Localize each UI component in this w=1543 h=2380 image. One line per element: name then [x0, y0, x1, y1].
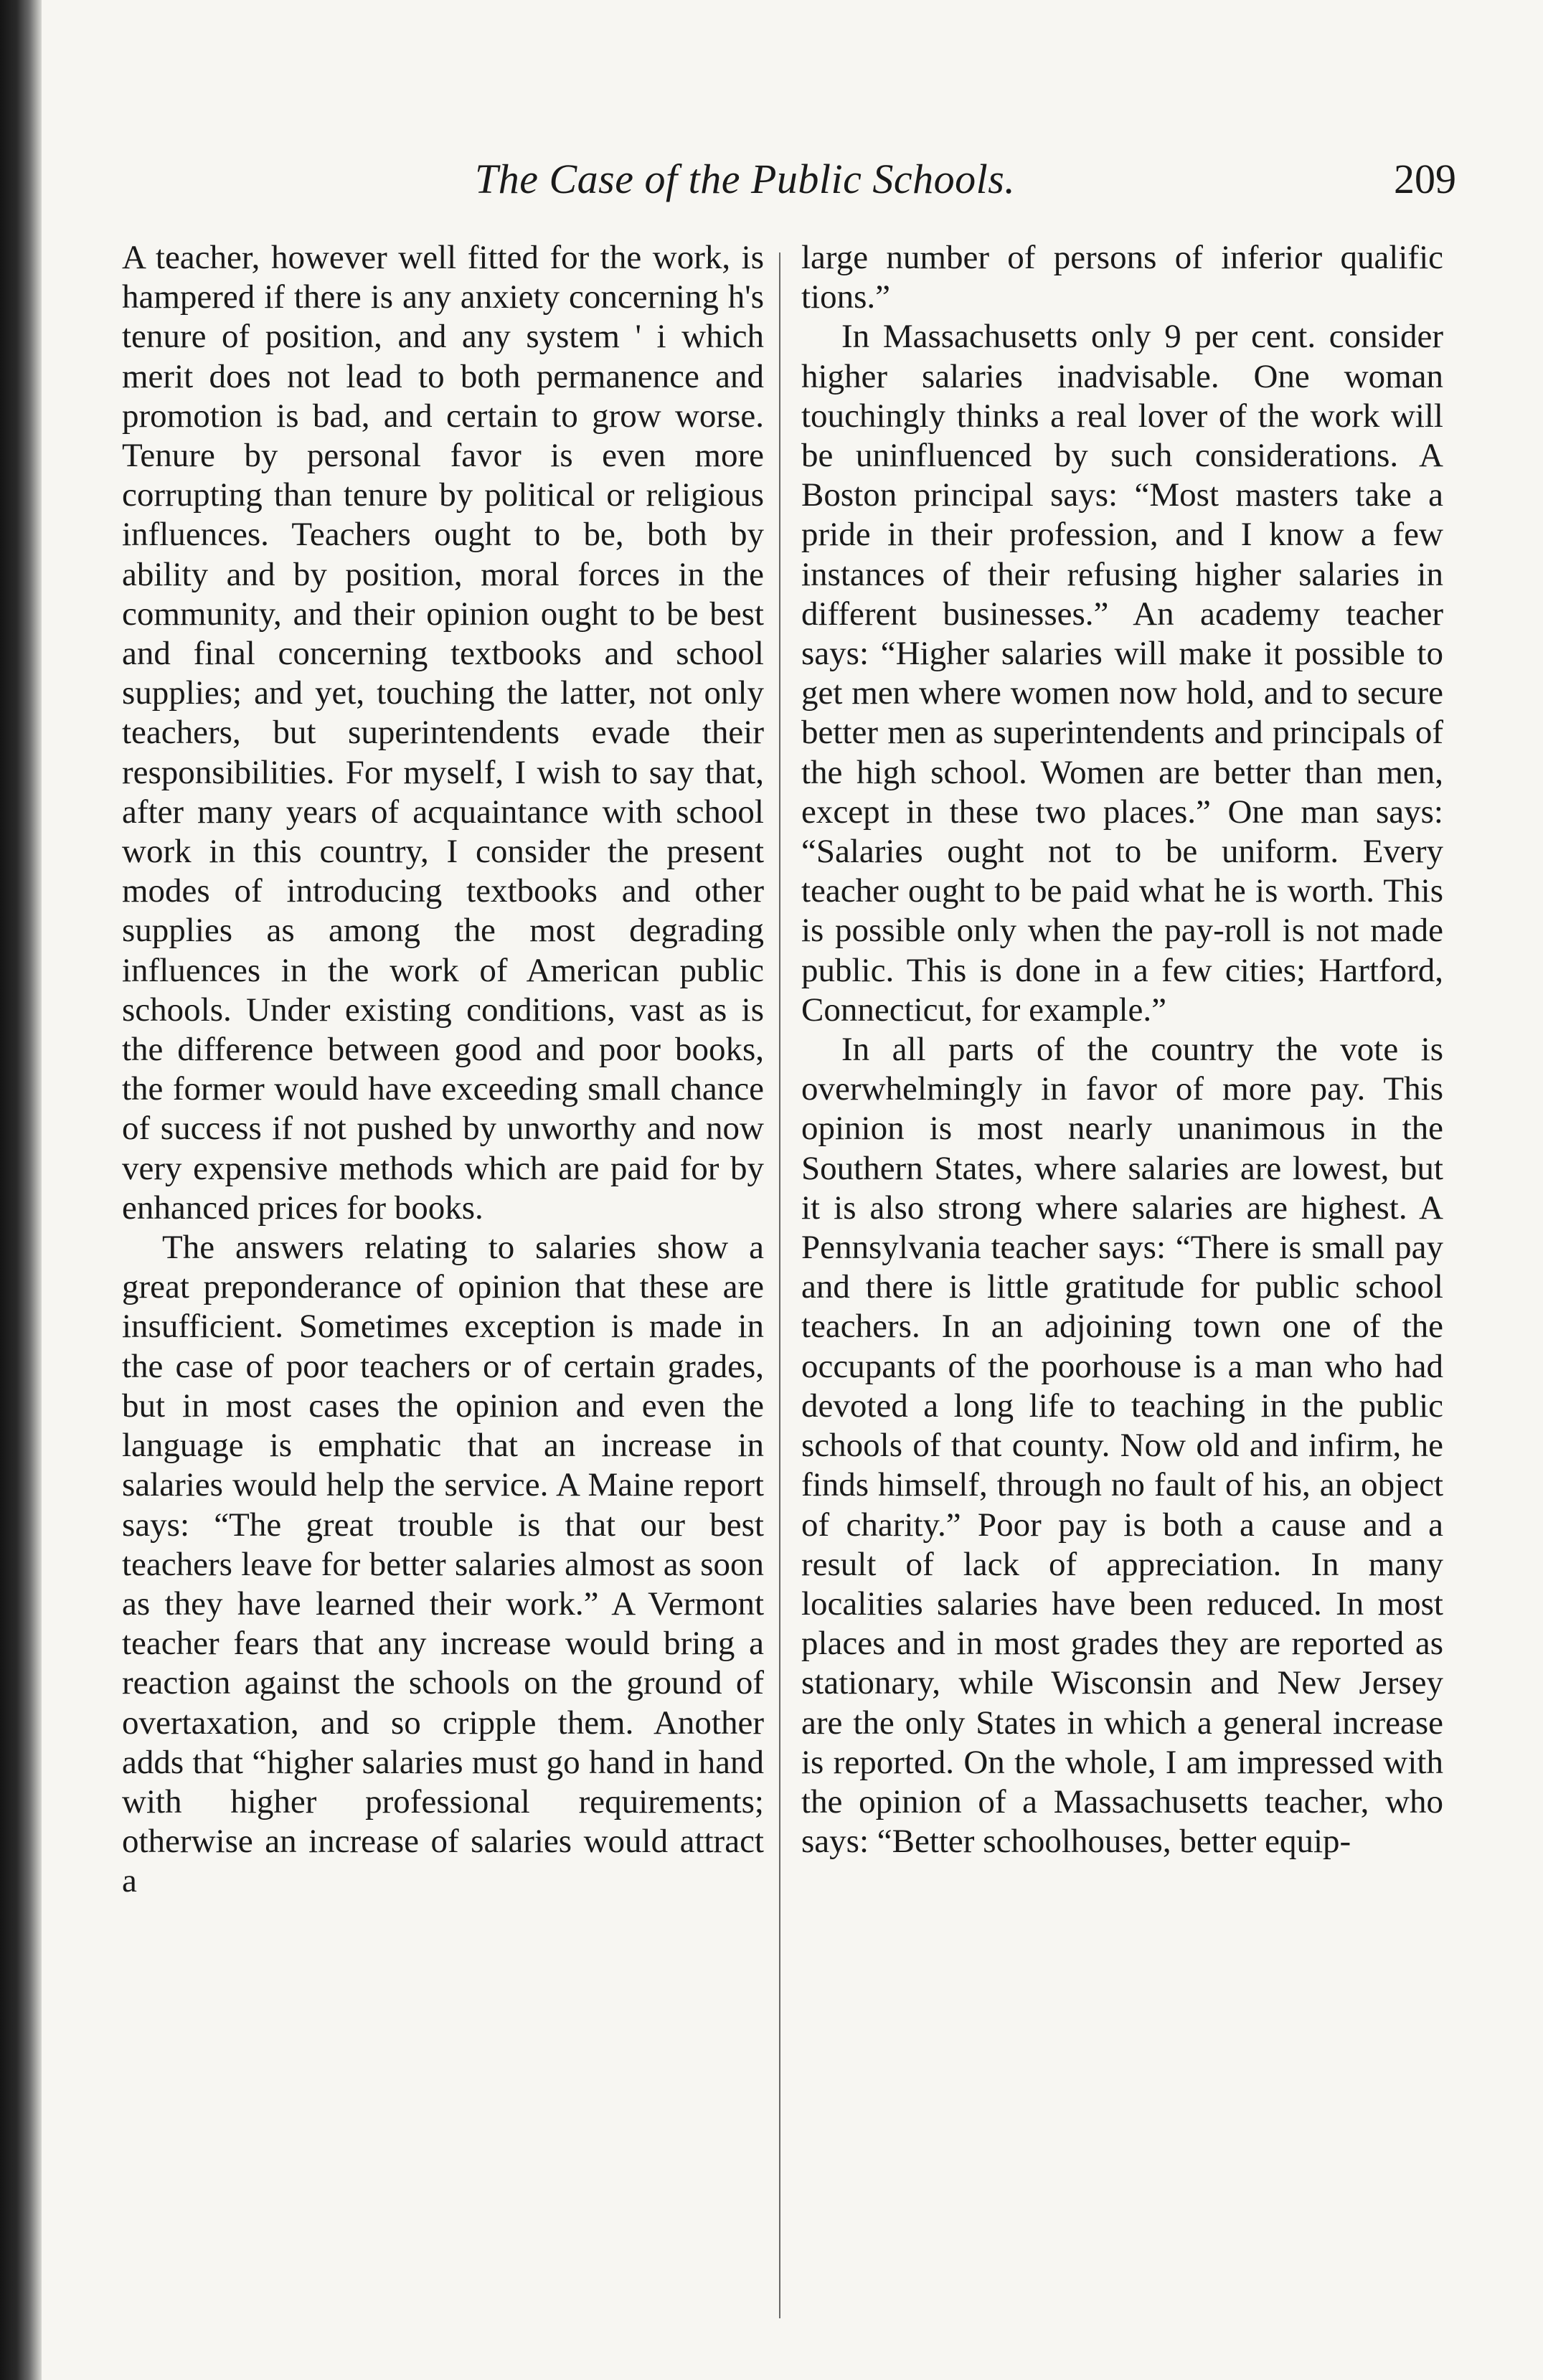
right-column: [801, 238, 1443, 1861]
paragraph: In Massachusetts only 9 per cent. consider higher salaries inadvisable. One woman touchingly thinks a real lover of the work will be uninfluenced by such considerations. A Boston principal says: “Most masters take a pride in their profession, and I know a few instances of their refusing higher salaries in different businesses.” An academy teacher says: “Higher salaries will make it possible to get men where women now hold, and to secure better men as superintendents and principals of the high school. Women are better than men, except in these two places.” One man says: “Salaries ought not to be uniform. Every teacher ought to be paid what he is worth. This is possible only when the pay-roll is not made public. This is done in a few cities; Hartford, Connecticut, for example.”: [801, 318, 1443, 1029]
page-number: 209: [1394, 156, 1456, 202]
running-title: The Case of the Public Schools.: [475, 156, 1016, 202]
paragraph: large number of persons of inferior qualific tions.”: [801, 239, 1443, 316]
paragraph: A teacher, however well fitted for the work, is hampered if there is any anxiety concerning h's tenure of position, and any system ' i which merit does not lead to both permanence and promotion is bad, and certain to grow worse. Tenure by personal favor is even more corrupting than tenure by political or religious influences. Teachers ought to be, both by ability and by position, moral forces in the community, and their opinion ought to be best and final concerning textbooks and school supplies; and yet, touching the latter, not only teachers, but superintendents evade their responsibilities. For myself, I wish to say that, after many years of acquaintance with school work in this country, I consider the present modes of introducing textbooks and other supplies as among the most degrading influences in the work of American public schools. Under existing conditions, vast as is the difference between good and poor books, the former would have exceeding small chance of success if not pushed by unworthy and now very expensive methods which are paid for by enhanced prices for books.: [122, 239, 764, 1227]
book-spine-shadow: [0, 0, 42, 2380]
text-columns: [108, 238, 1456, 2333]
paragraph: The answers relating to salaries show a great preponderance of opinion that these are insufficient. Sometimes exception is made in the case of poor teachers or of certain grades, but in most cases the opinion and even the language is emphatic that an increase in salaries would help the service. A Maine report says: “The great trouble is that our best teachers leave for better salaries almost as soon as they have learned their work.” A Vermont teacher fears that any increase would bring a reaction against the schools on the ground of overtaxation, and so cripple them. Another adds that “higher salaries must go hand in hand with higher professional requirements; otherwise an increase of salaries would attract a: [122, 1229, 764, 1900]
column-divider: [779, 252, 780, 2318]
left-column: [122, 238, 764, 1902]
page-header: [108, 151, 1456, 208]
paragraph: In all parts of the country the vote is overwhelmingly in favor of more pay. This opinion is most nearly unanimous in the Southern States, where salaries are lowest, but it is also strong where salaries are highest. A Pennsylvania teacher says: “There is small pay and there is little gratitude for public school teachers. In an adjoining town one of the occupants of the poorhouse is a man who had devoted a long life to teaching in the public schools of that county. Now old and infirm, he finds himself, through no fault of his, an object of charity.” Poor pay is both a cause and a result of lack of appreciation. In many localities salaries have been reduced. In most places and in most grades they are reported as stationary, while Wisconsin and New Jersey are the only States in which a general increase is reported. On the whole, I am impressed with the opinion of a Massachusetts teacher, who says: “Better schoolhouses, better equip-: [801, 1031, 1443, 1861]
